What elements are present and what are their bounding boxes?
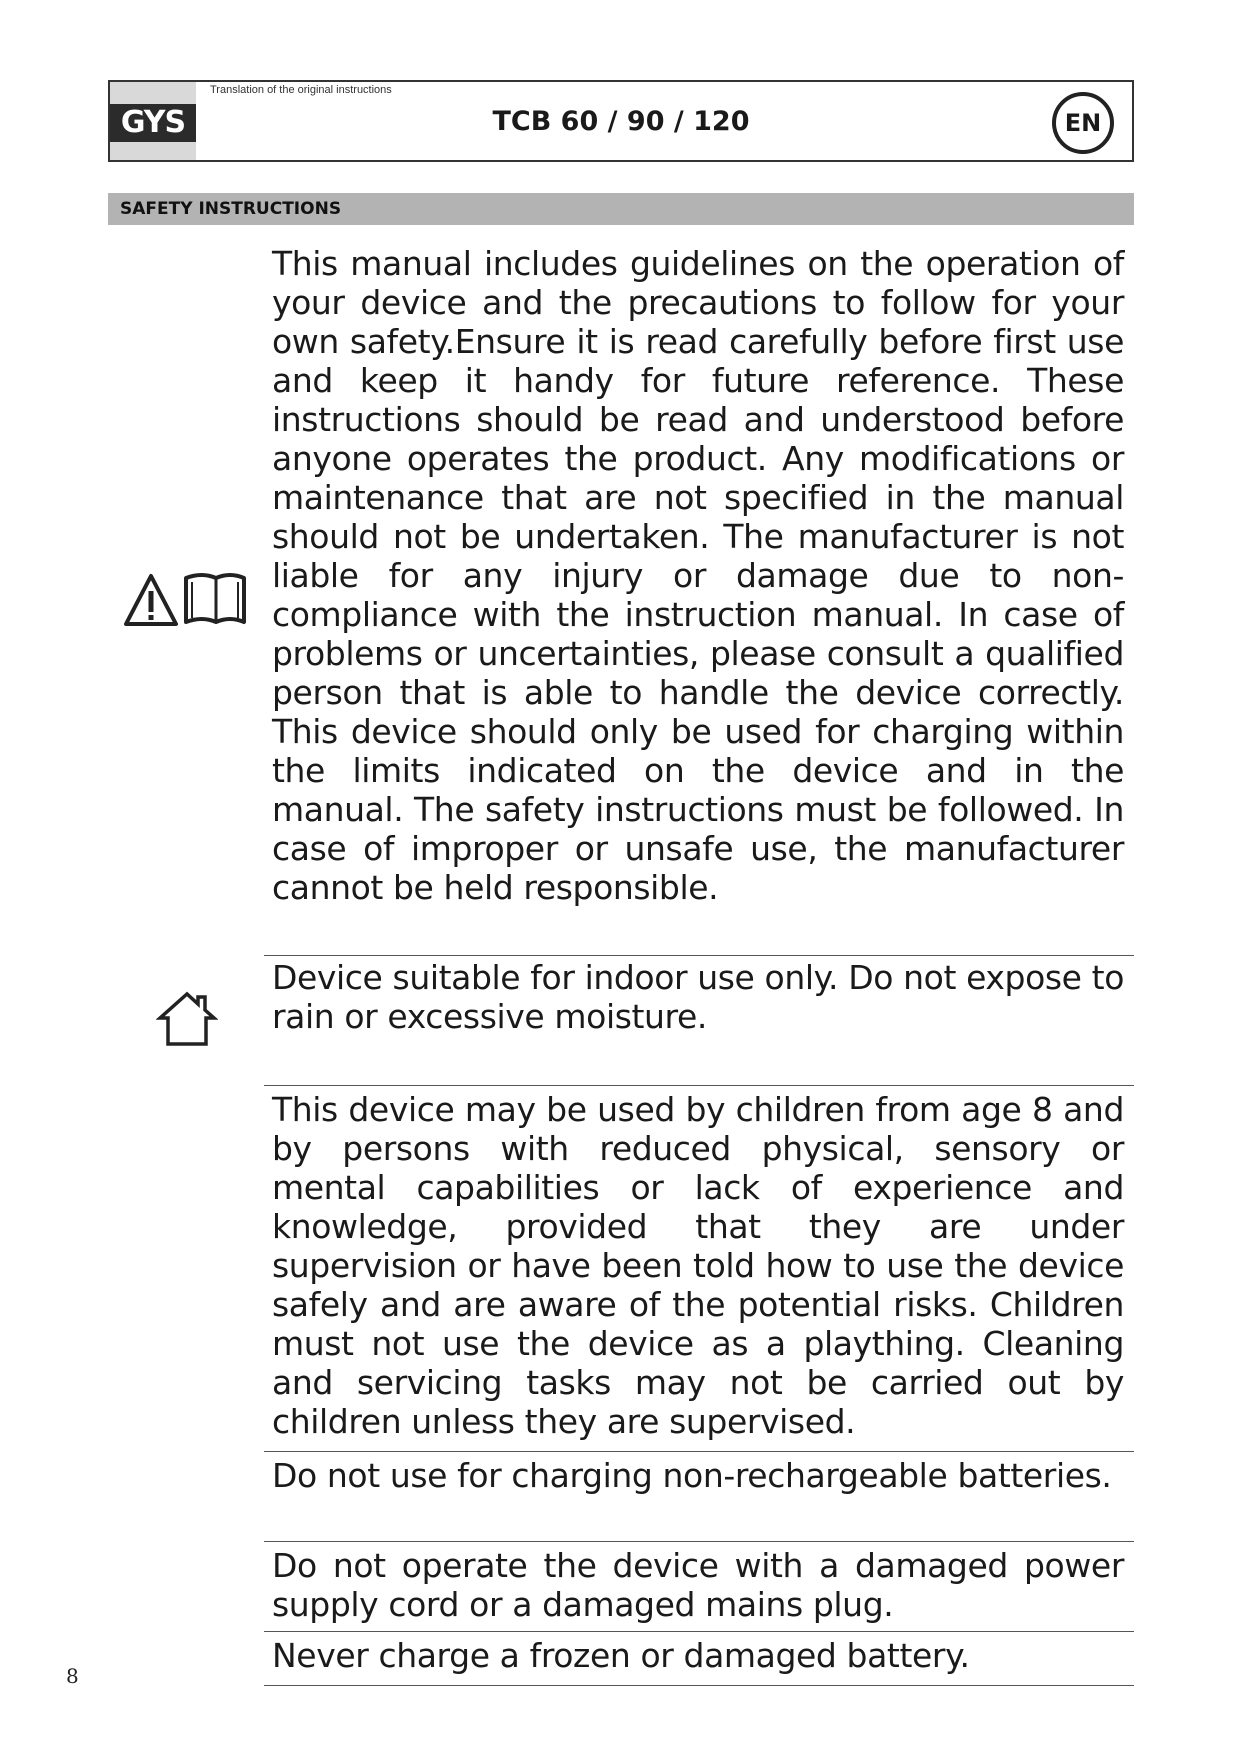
- section-bar: [108, 193, 1134, 225]
- safety-paragraph-manual: [264, 244, 1134, 956]
- safety-paragraph-indoor: [264, 958, 1134, 1086]
- warning-manual-icon: [124, 572, 248, 628]
- document-header: [108, 80, 1134, 162]
- paragraph-text: Do not use for charging non-rechargeable batteries.: [272, 1456, 1112, 1495]
- safety-paragraph-damaged-cord: [264, 1546, 1134, 1632]
- paragraph-text: Do not operate the device with a damaged power supply cord or a damaged mains plug.: [272, 1546, 1124, 1624]
- logo-text: GYS: [120, 105, 186, 140]
- section-title: SAFETY INSTRUCTIONS: [120, 199, 342, 219]
- translation-note: Translation of the original instructions: [210, 84, 392, 96]
- safety-paragraph-frozen-battery: [264, 1636, 1134, 1686]
- safety-paragraph-children: [264, 1090, 1134, 1452]
- house-icon: [156, 990, 218, 1048]
- language-badge: EN: [1052, 92, 1114, 154]
- paragraph-text: This manual includes guidelines on the operation of your device and the precautions to follow for your own safety.Ensure it is read carefully before first use and keep it handy for future reference. These instructions should be read and understood before anyone operates the product. Any modifications or maintenance that are not specified in the manual should not be undertaken. The manufacturer is not liable for any injury or damage due to non-compliance with the instruction manual. In case of problems or uncertainties, please consult a qualified person that is able to handle the device correctly. This device should only be used for charging within the limits indicated on the device and in the manual. The safety instructions must be followed. In case of improper or unsafe use, the manufacturer cannot be held responsible.: [272, 244, 1124, 907]
- paragraph-text: Device suitable for indoor use only. Do not expose to rain or excessive moisture.: [272, 958, 1124, 1036]
- page-number: 8: [66, 1664, 79, 1688]
- paragraph-text: This device may be used by children from age 8 and by persons with reduced physical, sensory or mental capabilities or lack of experience and knowledge, provided that they are under supervision or have been told how to use the device safely and are aware of the potential risks. Children must not use the device as a plaything. Cleaning and servicing tasks may not be carried out by children unless they are supervised.: [272, 1090, 1124, 1441]
- model-title: TCB 60 / 90 / 120: [492, 106, 750, 137]
- paragraph-text: Never charge a frozen or damaged battery.: [272, 1636, 970, 1675]
- safety-paragraph-non-rechargeable: [264, 1456, 1134, 1542]
